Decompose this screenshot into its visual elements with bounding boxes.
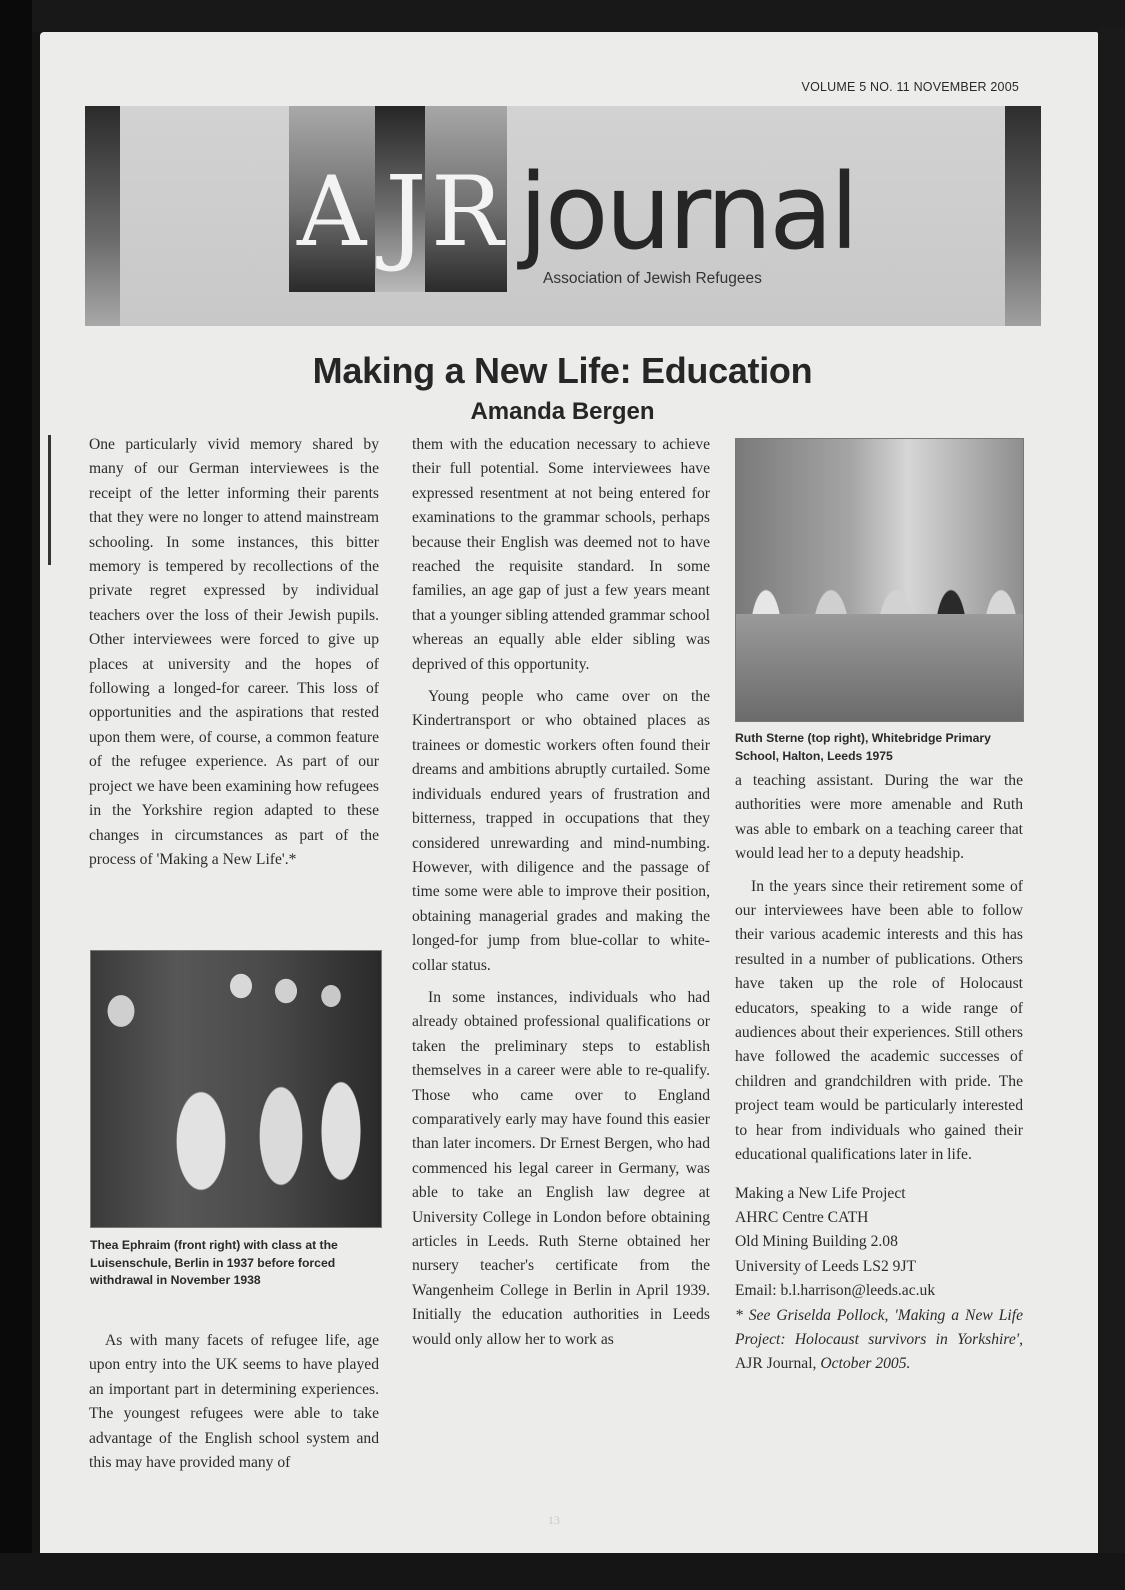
paragraph: Young people who came over on the Kindertransport or who obtained places as trainees or domestic workers often found their dreams and ambitions abruptly curtailed. Some individuals endured years of frustration and bitterness, trapped in occupations that they considered unrewarding and mind-numbing. However, with diligence and the passage of time some were able to improve their position, obtaining managerial grades and making the longed-for jump from blue-collar to white-collar status. <box>412 688 710 974</box>
contact-address <box>735 1182 1023 1304</box>
photo-whitebridge-staff <box>735 438 1024 722</box>
logo-letter-r: R <box>431 156 504 268</box>
photo-caption: Ruth Sterne (top right), Whitebridge Primary School, Halton, Leeds 1975 <box>735 731 991 763</box>
address-line: Making a New Life Project <box>735 1184 906 1202</box>
scan-border-top <box>0 0 1125 32</box>
page-number: 13 <box>548 1513 560 1527</box>
paragraph: In the years since their retirement some of our interviewees have been able to follow their various academic interests and this has resulted in a number of publications. Others have taken up the role of Holocaust educators, speaking to a wide range of audiences about their experiences. Still others have followed the academic successes of children and grandchildren with pride. The project team would be particularly interested to hear from individuals who gained their educational qualifications later in life. <box>735 877 1023 1164</box>
paragraph: One particularly vivid memory shared by many of our German interviewees is the receipt of the letter informing their parents that they were no longer to attend mainstream schooling. In some instances, this bitter memory is tempered by recollections of the private regret expressed by individual teachers over the loss of their Jewish pupils. Other interviewees were forced to give up places at university and the hopes of following a longed-for career. This loss of opportunities and the aspirations that rested upon them were, of course, a common feature of the refugee experience. As part of our project we have been examining how refugees in the Yorkshire region adapted to these changes in circumstances as part of the process of 'Making a New Life'.* <box>89 436 379 868</box>
masthead-right-bar <box>1005 106 1041 326</box>
logo-letter-a: A <box>297 156 367 268</box>
scan-border-right <box>1098 28 1125 1590</box>
masthead-subtitle: Association of Jewish Refugees <box>543 270 762 287</box>
binding-mark <box>48 435 51 565</box>
ajr-logo <box>289 106 507 292</box>
contact-email[interactable]: Email: b.l.harrison@leeds.ac.uk <box>735 1282 936 1300</box>
issue-info: VOLUME 5 NO. 11 NOVEMBER 2005 <box>801 80 1019 94</box>
paragraph: a teaching assistant. During the war the authorities were more amenable and Ruth was able to embark on a teaching career that would lead her to a deputy headship. <box>735 772 1023 863</box>
paragraph: As with many facets of refugee life, age upon entry into the UK seems to have played an important part in determining experiences. The youngest refugees were able to take advantage of the English school system and this may have provided many of <box>89 1332 379 1472</box>
paragraph: In some instances, individuals who had already obtained professional qualifications or taken the preliminary steps to establish themselves in a career were able to re-qualify. Those who came over to England comparatively early may have found this easier than later incomers. Dr Ernest Bergen, who had commenced his legal career in Germany, was able to take an English law degree at University College in London before obtaining articles in Leeds. Ruth Sterne obtained her nursery teacher's certificate from the Wangenheim College in Berlin in April 1939. Initially the education authorities in Leeds would only allow her to work as <box>412 988 710 1348</box>
address-line: Old Mining Building 2.08 <box>735 1233 898 1251</box>
article-column-1-continued <box>89 1329 379 1475</box>
masthead-left-bar <box>85 106 120 326</box>
footnote: * See Griselda Pollock, 'Making a New Life Project: Holocaust survivors in Yorkshire', AJR Journal, October 2005. <box>735 1306 1023 1373</box>
article-column-3 <box>735 769 1023 1377</box>
article-headline: Making a New Life: Education <box>312 350 813 391</box>
photo-luisenschule-class <box>90 950 382 1228</box>
article-column-1 <box>89 433 379 872</box>
scan-border-left <box>0 0 32 1590</box>
paragraph: them with the education necessary to achieve their full potential. Some interviewees have expressed resentment at not being entered for examinations to the grammar schools, perhaps because their English was deemed not to have reached the requisite standard. In some families, an age gap of just a few years meant that a younger sibling attended grammar school whereas an equally able elder sibling was deprived of this opportunity. <box>412 436 710 673</box>
article-byline: Amanda Bergen <box>470 398 655 425</box>
masthead-title: journal <box>519 151 856 273</box>
address-line: University of Leeds LS2 9JT <box>735 1257 917 1275</box>
address-line: AHRC Centre CATH <box>735 1208 869 1226</box>
article-column-2 <box>412 433 710 1352</box>
masthead <box>85 106 1041 326</box>
photo-caption: Thea Ephraim (front right) with class at the Luisenschule, Berlin in 1937 before forced withdrawal in November 1938 <box>90 1238 338 1287</box>
logo-letter-j: J <box>385 153 427 275</box>
scan-border-bottom <box>0 1553 1125 1590</box>
